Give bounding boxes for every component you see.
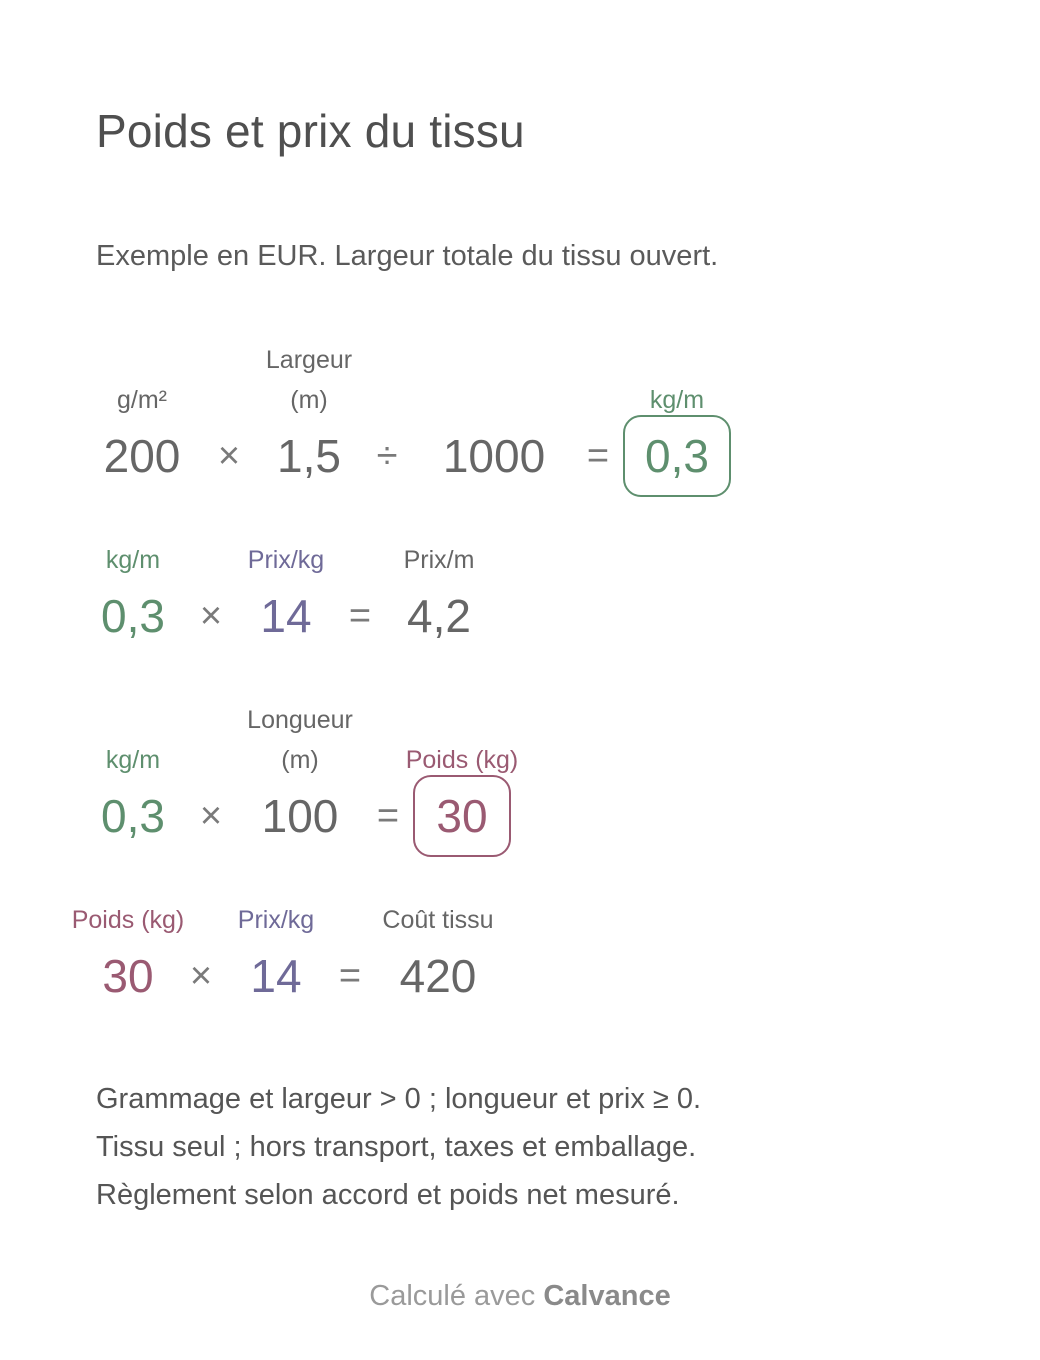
footer-brand-link[interactable]: Calvance	[543, 1280, 671, 1312]
eq1-value-result: 0,3	[645, 430, 709, 482]
page-title: Poids et prix du tissu	[96, 105, 525, 157]
eq1-divide-sign: ÷	[376, 435, 398, 477]
eq3-label-length-line1: Longueur	[247, 706, 353, 734]
eq3-times-sign: ×	[199, 795, 223, 837]
eq4-label-price-per-kg: Prix/kg	[237, 906, 315, 934]
eq3-value-weight: 30	[436, 790, 488, 842]
eq3-label-length-line2: (m)	[281, 746, 319, 774]
note-constraints: Grammage et largeur > 0 ; longueur et prix ≥ 0.	[96, 1083, 702, 1115]
eq1-value-grammage: 200	[103, 430, 181, 482]
eq3-equals-sign: =	[376, 795, 400, 837]
eq1-label-grammage: g/m²	[117, 386, 167, 414]
eq4-value-fabric-cost: 420	[399, 950, 477, 1002]
eq4-label-weight: Poids (kg)	[71, 906, 185, 934]
eq1-label-width-line2: (m)	[290, 386, 328, 414]
eq3-value-kg-per-m: 0,3	[101, 790, 165, 842]
eq1-value-divisor: 1000	[442, 430, 546, 482]
eq4-equals-sign: =	[338, 955, 362, 997]
footer-credit	[0, 1280, 1040, 1313]
eq2-value-kg-per-m: 0,3	[101, 590, 165, 642]
eq1-times-sign: ×	[217, 435, 241, 477]
eq1-label-result: kg/m	[649, 386, 705, 414]
eq1-equals-sign: =	[586, 435, 610, 477]
eq1-label-width-line1: Largeur	[265, 346, 353, 374]
eq4-times-sign: ×	[189, 955, 213, 997]
eq2-equals-sign: =	[348, 595, 372, 637]
eq4-value-price-per-kg: 14	[250, 950, 302, 1002]
eq1-value-width: 1,5	[277, 430, 341, 482]
eq2-label-kg-per-m: kg/m	[105, 546, 161, 574]
note-settlement: Règlement selon accord et poids net mesuré.	[96, 1179, 680, 1211]
eq2-label-price-per-m: Prix/m	[403, 546, 475, 574]
eq3-label-weight: Poids (kg)	[405, 746, 519, 774]
eq4-label-fabric-cost: Coût tissu	[382, 906, 494, 934]
eq4-value-weight: 30	[102, 950, 154, 1002]
note-scope: Tissu seul ; hors transport, taxes et emballage.	[96, 1131, 697, 1163]
eq2-value-price-per-m: 4,2	[407, 590, 471, 642]
eq2-label-price-per-kg: Prix/kg	[247, 546, 325, 574]
eq3-label-kg-per-m: kg/m	[105, 746, 161, 774]
footer-prefix: Calculé avec	[369, 1280, 544, 1312]
eq2-value-price-per-kg: 14	[260, 590, 312, 642]
page-subtitle: Exemple en EUR. Largeur totale du tissu ouvert.	[96, 240, 719, 272]
eq2-times-sign: ×	[199, 595, 223, 637]
eq3-value-length: 100	[261, 790, 339, 842]
